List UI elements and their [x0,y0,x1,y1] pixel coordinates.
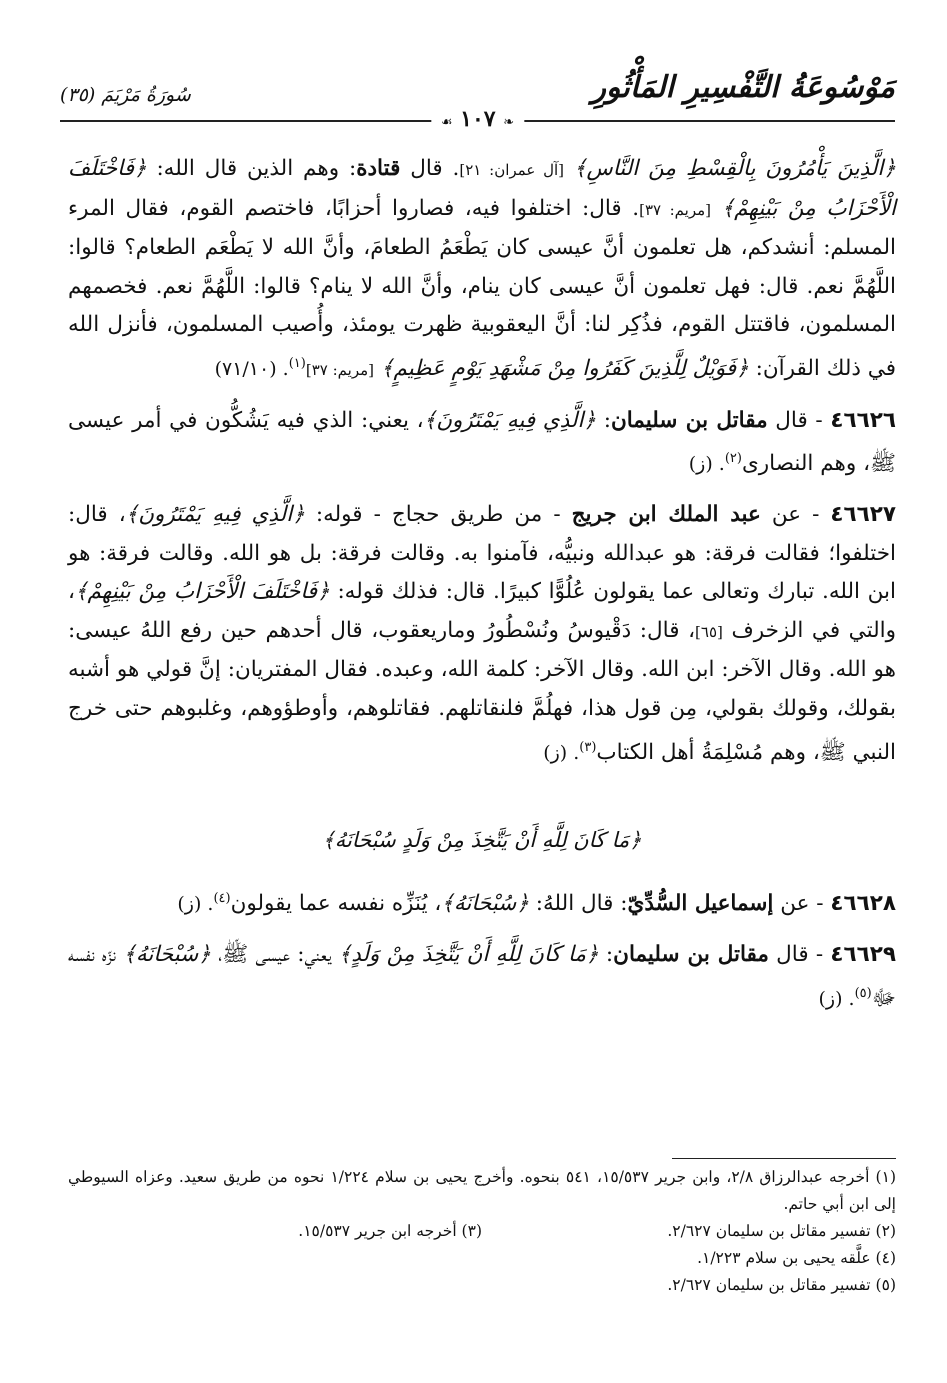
narration-46629 [68,936,896,1018]
volume-ref: . (٧١/١٠) [214,358,289,381]
text-run: ، قال: دَقْيوسُ ونُسْطُورُ وماريعقوب، قال أحدهم حين رفع اللهُ عيسى: هو الله. وقال الآخر: ابن الله. وقال الآخر: كلمة الله، وعبده. فقال المفتريان: إنَّ قولي هو أشبه بقولك، وقولك بقولي، مِن قول هذا، فهلُمَّ فلنقاتلهم. فقاتلوهم، وأوطؤوهم، وغلبوهم حتى خرج النبي ﷺ، وهم مُسْلِمَةُ أهل الكتاب [68,617,896,765]
quran-quote: ﴿فَاخْتَلَفَ الْأَحْزَابُ مِنْ بَيْنِهِمْ﴾ [68,156,896,221]
text-run: : [596,407,611,433]
ornament-icon: ❧ [503,115,515,130]
footnote-ref[interactable]: (٥) [854,985,872,1001]
text-run: : [598,942,614,968]
quran-quote: ﴿مَا كَانَ لِلَّهِ أَنْ يَتَّخِذَ مِنْ وَلَدٍ﴾ [338,942,599,968]
text-run: . قال [400,156,460,181]
page-header [60,70,895,130]
narration-46627 [68,496,896,772]
text-run: يعني: عيسى ﷺ، [210,942,339,968]
narration-number: ٤٦٦٢٧ [830,502,896,528]
source-tag: . (ز) [177,893,214,916]
main-text [68,150,896,1030]
quran-quote: ﴿الَّذِينَ يَأْمُرُونَ بِالْقِسْطِ مِنَ النَّاسِ﴾ [573,156,897,181]
verse-citation: [مريم: ٣٧] [305,361,374,380]
quran-quote: ﴿سُبْحَانَهُ﴾ [441,891,529,917]
verse-heading: ﴿مَا كَانَ لِلَّهِ أَنْ يَتَّخِذَ مِنْ وَلَدٍ سُبْحَانَهُ﴾ [322,828,642,853]
footnote-3: (٣) أخرجه ابن جرير ١٥/٥٣٧. [298,1222,482,1240]
footnote-ref[interactable]: (٢) [724,451,742,467]
text-run: - قال [768,942,831,968]
text-run: ، والتي في الزخرف [68,579,897,643]
text-run: - قال [767,407,831,433]
narrator-name: مقاتل بن سليمان [613,942,769,968]
quran-quote: ﴿فَاخْتَلَفَ الْأَحْزَابُ مِنْ بَيْنِهِمْ﴾ [74,579,330,605]
source-tag: . (ز) [688,453,725,476]
verse-citation: [آل عمران: ٢١] [459,161,564,179]
text-run: : قال اللهُ: [528,891,628,917]
quran-quote: ﴿الَّذِي فِيهِ يَمْتَرُونَ﴾ [423,407,597,433]
text-run: ، يُنَزِّه نفسه عما يقولون [230,891,442,917]
footnote-1: (١) أخرجه عبدالرزاق ٢/٨، وابن جرير ١٥/٥٣٧، ٥٤١ بنحوه. وأخرج يحيى بن سلام ١/٢٢٤ نحوه من طريق سعيد. وعزاه السيوطي إلى ابن أبي حاتم. [68,1168,896,1213]
ornament-icon: ☙ [440,115,453,130]
narrator-name: قتادة [356,156,401,181]
narration-number: ٤٦٦٢٩ [830,942,897,968]
narration-46628 [68,880,896,924]
footnote-2: (٢) تفسير مقاتل بن سليمان ٢/٦٢٧. [667,1222,896,1240]
footnote-ref[interactable]: (٤) [213,891,231,907]
quran-quote: ﴿فَوَيْلٌ لِلَّذِينَ كَفَرُوا مِنْ مَشْهَدِ يَوْمٍ عَظِيمٍ﴾ [380,356,749,382]
quran-quote: ﴿سُبْحَانَهُ﴾ [123,942,211,968]
narration-number: ٤٦٦٢٦ [830,407,897,433]
source-tag: . (ز) [543,741,580,764]
narrator-name: عبد الملك ابن جريج [571,502,761,528]
narrator-name: مقاتل بن سليمان [610,407,768,433]
footnote-5: (٥) تفسير مقاتل بن سليمان ٢/٦٢٧. [667,1276,896,1294]
text-run: - من طريق حجاج - قوله: [304,502,572,528]
text-run: - عن [760,502,831,528]
footnote-ref[interactable]: (١) [288,355,306,371]
source-tag: . (ز) [818,987,855,1010]
verse-citation: [مريم: ٣٧] [639,200,711,219]
paragraph-continuation [68,150,896,390]
footnote-4: (٤) علَّقه يحيى بن سلام ١/٢٢٣. [697,1249,896,1267]
book-title: مَوْسُوعَةُ التَّفْسِيرِ المَأْثُورِ [591,70,895,105]
text-run: نزّه نفسه ﷻ [68,942,896,1011]
page-number: ١٠٧ [460,106,496,132]
footnote-ref[interactable]: (٣) [579,739,597,755]
verse-citation: [٦٥] [695,622,723,641]
footnotes [68,1164,896,1299]
text-run: ، يعني: الذي فيه يَشُكُّون في أمر عيسى ﷺ، وهم النصارى [68,407,896,477]
footnote-rule [672,1158,896,1159]
text-run: . قال: اختلفوا فيه، فصاروا أحزابًا، فاختصم القوم، فقال المرء المسلم: أنشدكم، هل تعلمون أنَّ عيسى كان يَطْعَمُ الطعامَ، وأنَّ الله لا يَطْعَم الطعام؟ قالوا: اللَّهُمَّ نعم. قال: فهل تعلمون أنَّ عيسى كان ينام، وأنَّ الله لا ينام؟ قالوا: اللَّهُمَّ نعم. فخصمهم المسلمون، فاقتتل القوم، فذُكِر لنا: أنَّ اليعقوبية ظهرت يومئذ، وأُصيب المسلمون، فأنزل الله في ذلك القرآن: [68,195,896,382]
narration-46626 [68,402,896,484]
text-run: - عن [773,891,831,917]
footnote-row [68,1218,896,1245]
quran-quote: ﴿الَّذِي فِيهِ يَمْتَرُونَ﴾ [125,502,305,528]
narrator-name: إسماعيل السُّدِّيّ [627,891,774,917]
page-number-box [431,106,524,132]
text-run: : وهم الذين قال الله: [146,156,357,181]
narration-number: ٤٦٦٢٨ [830,891,896,917]
surah-label: سُورَةُ مَرْيَمَ (٣٥) [60,84,191,106]
text-run: ، قال: اختلفوا؛ فقالت فرقة: هو عبدالله ونبيُّه، فآمنوا به. وقالت فرقة: بل هو الله. وقالت فرقة: هو ابن الله. تبارك وتعالى عما يقولون عُلُوًّا كبيرًا. قال: فذلك قوله: [68,502,897,605]
